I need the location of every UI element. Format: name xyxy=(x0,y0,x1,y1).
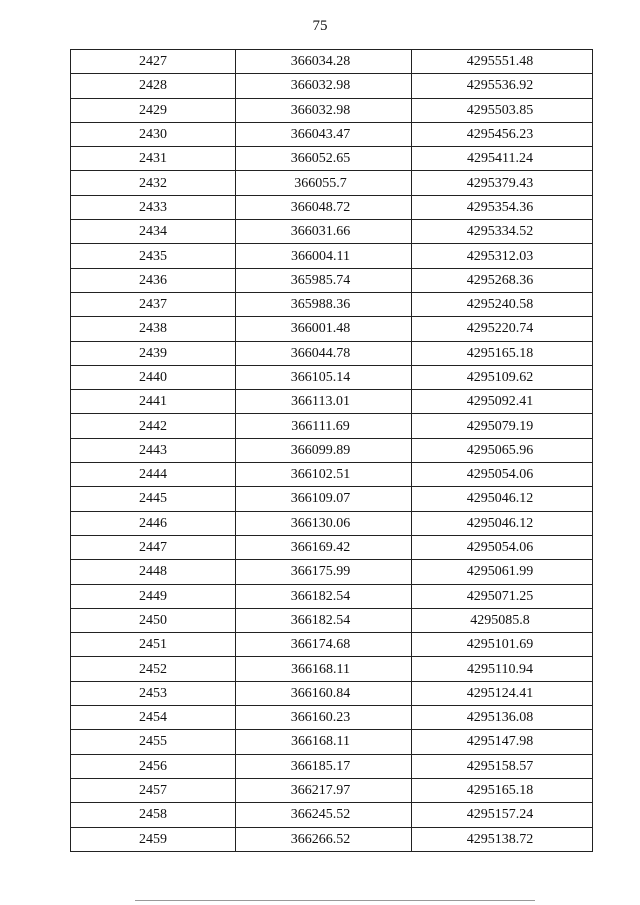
point-number-cell: 2428 xyxy=(71,74,236,98)
y-coordinate-cell: 4295124.41 xyxy=(412,681,593,705)
table-row xyxy=(71,244,593,268)
x-coordinate-cell: 366109.07 xyxy=(236,487,412,511)
y-coordinate-cell: 4295046.12 xyxy=(412,511,593,535)
y-coordinate-cell: 4295312.03 xyxy=(412,244,593,268)
y-coordinate-cell: 4295136.08 xyxy=(412,706,593,730)
y-coordinate-cell: 4295165.18 xyxy=(412,341,593,365)
x-coordinate-cell: 366055.7 xyxy=(236,171,412,195)
x-coordinate-cell: 366175.99 xyxy=(236,560,412,584)
y-coordinate-cell: 4295157.24 xyxy=(412,803,593,827)
table-row xyxy=(71,706,593,730)
table-row xyxy=(71,292,593,316)
table-row xyxy=(71,122,593,146)
table-row xyxy=(71,608,593,632)
coordinates-table-body xyxy=(71,50,593,852)
table-row xyxy=(71,98,593,122)
x-coordinate-cell: 366266.52 xyxy=(236,827,412,851)
x-coordinate-cell: 366048.72 xyxy=(236,195,412,219)
point-number-cell: 2436 xyxy=(71,268,236,292)
table-row xyxy=(71,560,593,584)
point-number-cell: 2442 xyxy=(71,414,236,438)
table-row xyxy=(71,730,593,754)
table-row xyxy=(71,803,593,827)
y-coordinate-cell: 4295147.98 xyxy=(412,730,593,754)
point-number-cell: 2454 xyxy=(71,706,236,730)
y-coordinate-cell: 4295109.62 xyxy=(412,365,593,389)
table-row xyxy=(71,463,593,487)
point-number-cell: 2434 xyxy=(71,220,236,244)
y-coordinate-cell: 4295268.36 xyxy=(412,268,593,292)
x-coordinate-cell: 366168.11 xyxy=(236,730,412,754)
x-coordinate-cell: 365985.74 xyxy=(236,268,412,292)
x-coordinate-cell: 366001.48 xyxy=(236,317,412,341)
point-number-cell: 2448 xyxy=(71,560,236,584)
point-number-cell: 2440 xyxy=(71,365,236,389)
x-coordinate-cell: 366102.51 xyxy=(236,463,412,487)
x-coordinate-cell: 365988.36 xyxy=(236,292,412,316)
table-row xyxy=(71,487,593,511)
y-coordinate-cell: 4295079.19 xyxy=(412,414,593,438)
x-coordinate-cell: 366160.23 xyxy=(236,706,412,730)
x-coordinate-cell: 366245.52 xyxy=(236,803,412,827)
point-number-cell: 2431 xyxy=(71,147,236,171)
table-row xyxy=(71,390,593,414)
table-row xyxy=(71,268,593,292)
point-number-cell: 2432 xyxy=(71,171,236,195)
point-number-cell: 2447 xyxy=(71,535,236,559)
table-row xyxy=(71,511,593,535)
x-coordinate-cell: 366160.84 xyxy=(236,681,412,705)
y-coordinate-cell: 4295379.43 xyxy=(412,171,593,195)
point-number-cell: 2458 xyxy=(71,803,236,827)
y-coordinate-cell: 4295536.92 xyxy=(412,74,593,98)
y-coordinate-cell: 4295220.74 xyxy=(412,317,593,341)
coordinates-table xyxy=(70,49,593,852)
table-row xyxy=(71,657,593,681)
x-coordinate-cell: 366099.89 xyxy=(236,438,412,462)
x-coordinate-cell: 366052.65 xyxy=(236,147,412,171)
x-coordinate-cell: 366032.98 xyxy=(236,98,412,122)
x-coordinate-cell: 366004.11 xyxy=(236,244,412,268)
point-number-cell: 2446 xyxy=(71,511,236,535)
y-coordinate-cell: 4295354.36 xyxy=(412,195,593,219)
x-coordinate-cell: 366111.69 xyxy=(236,414,412,438)
y-coordinate-cell: 4295071.25 xyxy=(412,584,593,608)
table-row xyxy=(71,147,593,171)
y-coordinate-cell: 4295158.57 xyxy=(412,754,593,778)
point-number-cell: 2445 xyxy=(71,487,236,511)
table-row xyxy=(71,50,593,74)
y-coordinate-cell: 4295551.48 xyxy=(412,50,593,74)
x-coordinate-cell: 366185.17 xyxy=(236,754,412,778)
table-row xyxy=(71,341,593,365)
x-coordinate-cell: 366182.54 xyxy=(236,584,412,608)
x-coordinate-cell: 366113.01 xyxy=(236,390,412,414)
y-coordinate-cell: 4295165.18 xyxy=(412,778,593,802)
y-coordinate-cell: 4295061.99 xyxy=(412,560,593,584)
y-coordinate-cell: 4295054.06 xyxy=(412,535,593,559)
point-number-cell: 2451 xyxy=(71,633,236,657)
x-coordinate-cell: 366032.98 xyxy=(236,74,412,98)
x-coordinate-cell: 366031.66 xyxy=(236,220,412,244)
point-number-cell: 2452 xyxy=(71,657,236,681)
y-coordinate-cell: 4295085.8 xyxy=(412,608,593,632)
y-coordinate-cell: 4295092.41 xyxy=(412,390,593,414)
point-number-cell: 2437 xyxy=(71,292,236,316)
y-coordinate-cell: 4295065.96 xyxy=(412,438,593,462)
point-number-cell: 2439 xyxy=(71,341,236,365)
y-coordinate-cell: 4295101.69 xyxy=(412,633,593,657)
table-row xyxy=(71,633,593,657)
page-bottom-rule xyxy=(135,900,535,901)
x-coordinate-cell: 366168.11 xyxy=(236,657,412,681)
table-row xyxy=(71,195,593,219)
x-coordinate-cell: 366034.28 xyxy=(236,50,412,74)
x-coordinate-cell: 366130.06 xyxy=(236,511,412,535)
point-number-cell: 2438 xyxy=(71,317,236,341)
point-number-cell: 2433 xyxy=(71,195,236,219)
y-coordinate-cell: 4295240.58 xyxy=(412,292,593,316)
x-coordinate-cell: 366217.97 xyxy=(236,778,412,802)
y-coordinate-cell: 4295110.94 xyxy=(412,657,593,681)
point-number-cell: 2453 xyxy=(71,681,236,705)
x-coordinate-cell: 366174.68 xyxy=(236,633,412,657)
x-coordinate-cell: 366105.14 xyxy=(236,365,412,389)
x-coordinate-cell: 366043.47 xyxy=(236,122,412,146)
y-coordinate-cell: 4295503.85 xyxy=(412,98,593,122)
y-coordinate-cell: 4295456.23 xyxy=(412,122,593,146)
table-row xyxy=(71,827,593,851)
point-number-cell: 2456 xyxy=(71,754,236,778)
point-number-cell: 2441 xyxy=(71,390,236,414)
table-row xyxy=(71,317,593,341)
x-coordinate-cell: 366169.42 xyxy=(236,535,412,559)
point-number-cell: 2435 xyxy=(71,244,236,268)
point-number-cell: 2459 xyxy=(71,827,236,851)
y-coordinate-cell: 4295411.24 xyxy=(412,147,593,171)
point-number-cell: 2427 xyxy=(71,50,236,74)
table-row xyxy=(71,438,593,462)
page-number: 75 xyxy=(312,18,328,34)
x-coordinate-cell: 366044.78 xyxy=(236,341,412,365)
point-number-cell: 2429 xyxy=(71,98,236,122)
table-row xyxy=(71,778,593,802)
y-coordinate-cell: 4295334.52 xyxy=(412,220,593,244)
table-row xyxy=(71,220,593,244)
table-row xyxy=(71,681,593,705)
point-number-cell: 2443 xyxy=(71,438,236,462)
table-row xyxy=(71,365,593,389)
point-number-cell: 2449 xyxy=(71,584,236,608)
point-number-cell: 2457 xyxy=(71,778,236,802)
point-number-cell: 2430 xyxy=(71,122,236,146)
table-row xyxy=(71,754,593,778)
point-number-cell: 2455 xyxy=(71,730,236,754)
table-row xyxy=(71,74,593,98)
y-coordinate-cell: 4295046.12 xyxy=(412,487,593,511)
table-row xyxy=(71,584,593,608)
table-row xyxy=(71,535,593,559)
y-coordinate-cell: 4295054.06 xyxy=(412,463,593,487)
table-row xyxy=(71,171,593,195)
point-number-cell: 2450 xyxy=(71,608,236,632)
x-coordinate-cell: 366182.54 xyxy=(236,608,412,632)
table-row xyxy=(71,414,593,438)
point-number-cell: 2444 xyxy=(71,463,236,487)
y-coordinate-cell: 4295138.72 xyxy=(412,827,593,851)
